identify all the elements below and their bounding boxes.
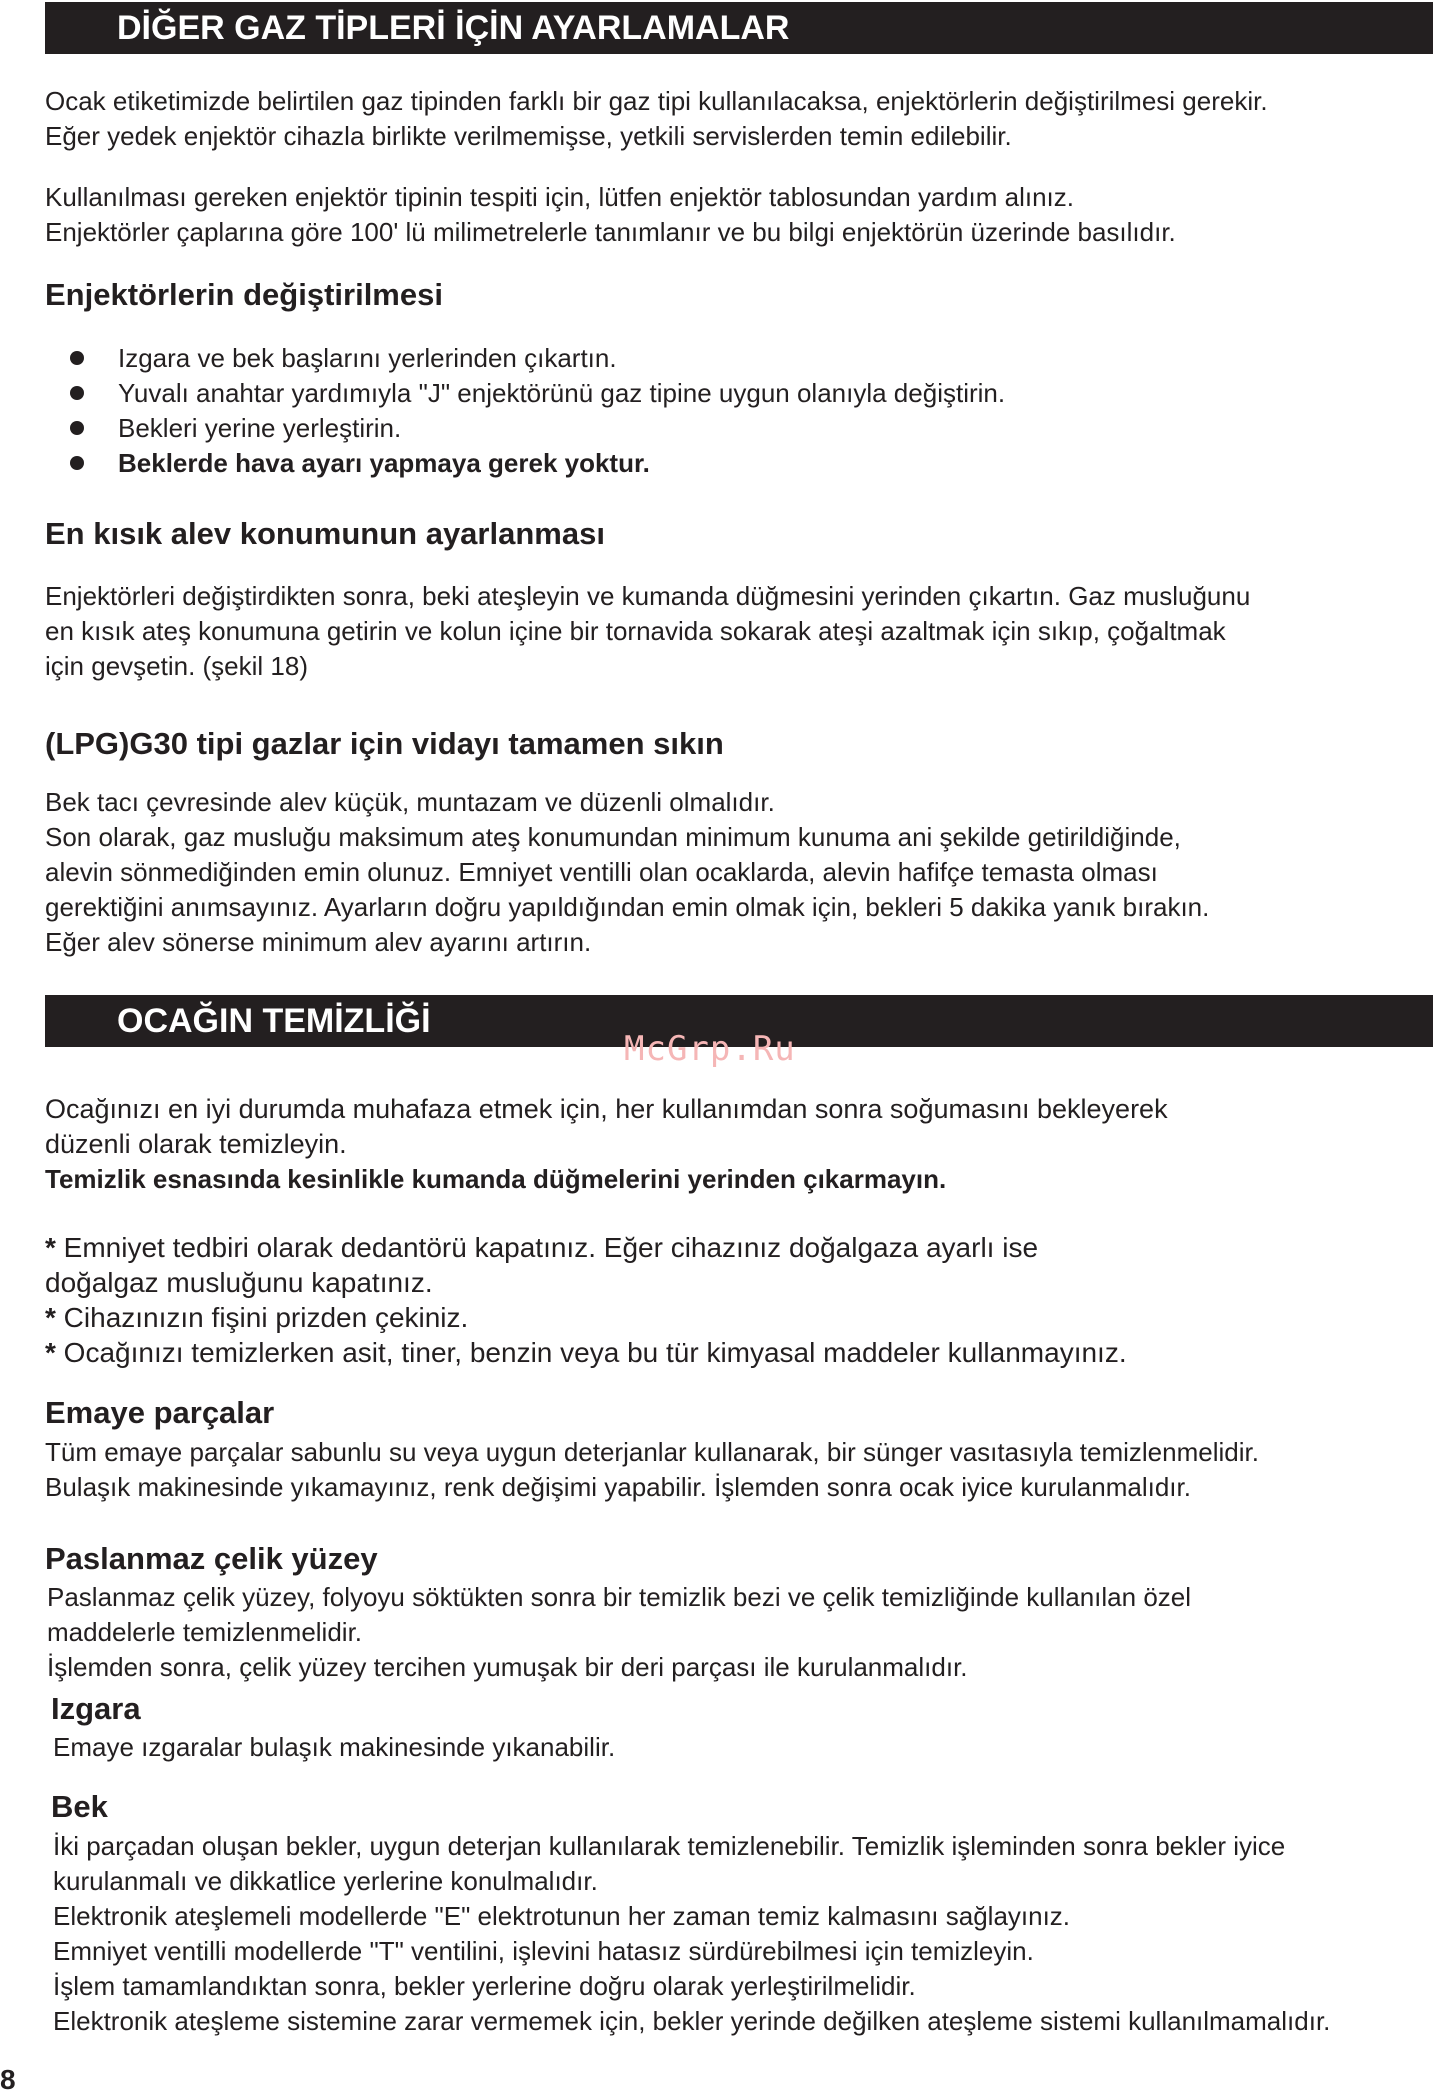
bullet-icon: [70, 386, 84, 400]
watermark: McGrp.Ru: [624, 1029, 796, 1069]
stainless-line-2: maddelerle temizlenmelidir.: [47, 1617, 363, 1647]
section-title: OCAĞIN TEMİZLİĞİ: [117, 1002, 431, 1040]
bullet-icon: [70, 351, 84, 365]
bullet-item: Izgara ve bek başlarını yerlerinden çıkartın.: [118, 343, 617, 373]
section-title: DİĞER GAZ TİPLERİ İÇİN AYARLAMALAR: [117, 9, 790, 47]
subheading-stainless: Paslanmaz çelik yüzey: [45, 1541, 378, 1576]
subheading-lpg: (LPG)G30 tipi gazlar için vidayı tamamen sıkın: [45, 726, 724, 761]
star-icon: *: [45, 1232, 56, 1263]
enamel-line-1: Tüm emaye parçalar sabunlu su veya uygun deterjanlar kullanarak, bir sünger vasıtasıyla temizlenmelidir.: [45, 1437, 1259, 1467]
cleaning-warning: Temizlik esnasında kesinlikle kumanda düğmelerini yerinden çıkarmayın.: [45, 1164, 947, 1194]
grate-line: Emaye ızgaralar bulaşık makinesinde yıkanabilir.: [53, 1732, 616, 1762]
star-item: * Cihazınızın fişini prizden çekiniz.: [45, 1302, 469, 1333]
stainless-line-1: Paslanmaz çelik yüzey, folyoyu söktükten sonra bir temizlik bezi ve çelik temizliğinde kullanılan özel: [47, 1582, 1192, 1612]
burner-line-3: Elektronik ateşlemeli modellerde "E" elektrotunun her zaman temiz kalmasını sağlayınız.: [53, 1901, 1071, 1931]
star-icon: *: [45, 1337, 56, 1368]
page-number: 8: [0, 2064, 16, 2095]
intro2-line-1: Kullanılması gereken enjektör tipinin tespiti için, lütfen enjektör tablosundan yardım alınız.: [45, 182, 1075, 212]
low-flame-line-2: en kısık ateş konumuna getirin ve kolun içine bir tornavida sokarak ateşi azaltmak için sıkıp, çoğaltmak: [45, 616, 1226, 646]
burner-line-4: Emniyet ventilli modellerde "T" ventilini, işlevini hatasız sürdürebilmesi için temizleyin.: [53, 1936, 1034, 1966]
bullet-item: Yuvalı anahtar yardımıyla "J" enjektörünü gaz tipine uygun olanıyla değiştirin.: [118, 378, 1006, 408]
star-item: * Ocağınızı temizlerken asit, tiner, benzin veya bu tür kimyasal maddeler kullanmayınız.: [45, 1337, 1127, 1368]
lpg-line-4: gerektiğini anımsayınız. Ayarların doğru yapıldığından emin olmak için, bekleri 5 dakika yanık bırakın.: [45, 892, 1210, 922]
lpg-line-2: Son olarak, gaz musluğu maksimum ateş konumundan minimum kunuma ani şekilde getirildiğinde,: [45, 822, 1181, 852]
lpg-line-3: alevin sönmediğinden emin olunuz. Emniyet ventilli olan ocaklarda, alevin hafifçe temasta olması: [45, 857, 1158, 887]
burner-line-2: kurulanmalı ve dikkatlice yerlerine konulmalıdır.: [53, 1866, 598, 1896]
subheading-grate: Izgara: [51, 1691, 141, 1726]
subheading-enamel: Emaye parçalar: [45, 1395, 275, 1430]
low-flame-line-3: için gevşetin. (şekil 18): [45, 651, 308, 681]
star-item-continued: doğalgaz musluğunu kapatınız.: [45, 1267, 433, 1298]
cleaning-intro-line-1: Ocağınızı en iyi durumda muhafaza etmek için, her kullanımdan sonra soğumasını bekleyerek: [45, 1094, 1168, 1124]
star-item: * Emniyet tedbiri olarak dedantörü kapatınız. Eğer cihazınız doğalgaza ayarlı ise: [45, 1232, 1039, 1263]
intro-line-2: Eğer yedek enjektör cihazla birlikte verilmemişse, yetkili servislerden temin edilebilir.: [45, 121, 1012, 151]
cleaning-intro-line-2: düzenli olarak temizleyin.: [45, 1129, 347, 1159]
lpg-line-1: Bek tacı çevresinde alev küçük, muntazam ve düzenli olmalıdır.: [45, 787, 775, 817]
bullet-item: Bekleri yerine yerleştirin.: [118, 413, 402, 443]
subheading-injector-change: Enjektörlerin değiştirilmesi: [45, 277, 443, 312]
enamel-line-2: Bulaşık makinesinde yıkamayınız, renk değişimi yapabilir. İşlemden sonra ocak iyice kurulanmalıdır.: [45, 1472, 1191, 1502]
bullet-icon: [70, 456, 84, 470]
bullet-item-bold: Beklerde hava ayarı yapmaya gerek yoktur.: [118, 448, 650, 478]
intro2-line-2: Enjektörler çaplarına göre 100' lü milimetrelerle tanımlanır ve bu bilgi enjektörün üzerinde basılıdır.: [45, 217, 1176, 247]
lpg-line-5: Eğer alev sönerse minimum alev ayarını artırın.: [45, 927, 592, 957]
subheading-low-flame: En kısık alev konumunun ayarlanması: [45, 516, 605, 551]
burner-line-5: İşlem tamamlandıktan sonra, bekler yerlerine doğru olarak yerleştirilmelidir.: [53, 1971, 916, 2001]
bullet-icon: [70, 421, 84, 435]
burner-line-1: İki parçadan oluşan bekler, uygun deterjan kullanılarak temizlenebilir. Temizlik işleminden sonra bekler iyice: [53, 1831, 1286, 1861]
stainless-line-3: İşlemden sonra, çelik yüzey tercihen yumuşak bir deri parçası ile kurulanmalıdır.: [47, 1652, 968, 1682]
intro-line-1: Ocak etiketimizde belirtilen gaz tipinden farklı bir gaz tipi kullanılacaksa, enjektörlerin değiştirilmesi gerekir.: [45, 86, 1268, 116]
subheading-burner: Bek: [51, 1789, 108, 1824]
burner-line-6: Elektronik ateşleme sistemine zarar vermemek için, bekler yerinde değilken ateşleme sistemi kullanılmamalıdır.: [53, 2006, 1331, 2036]
section-header-gas-settings: [45, 2, 1433, 54]
low-flame-line-1: Enjektörleri değiştirdikten sonra, beki ateşleyin ve kumanda düğmesini yerinden çıkartın. Gaz musluğunu: [45, 581, 1251, 611]
star-icon: *: [45, 1302, 56, 1333]
